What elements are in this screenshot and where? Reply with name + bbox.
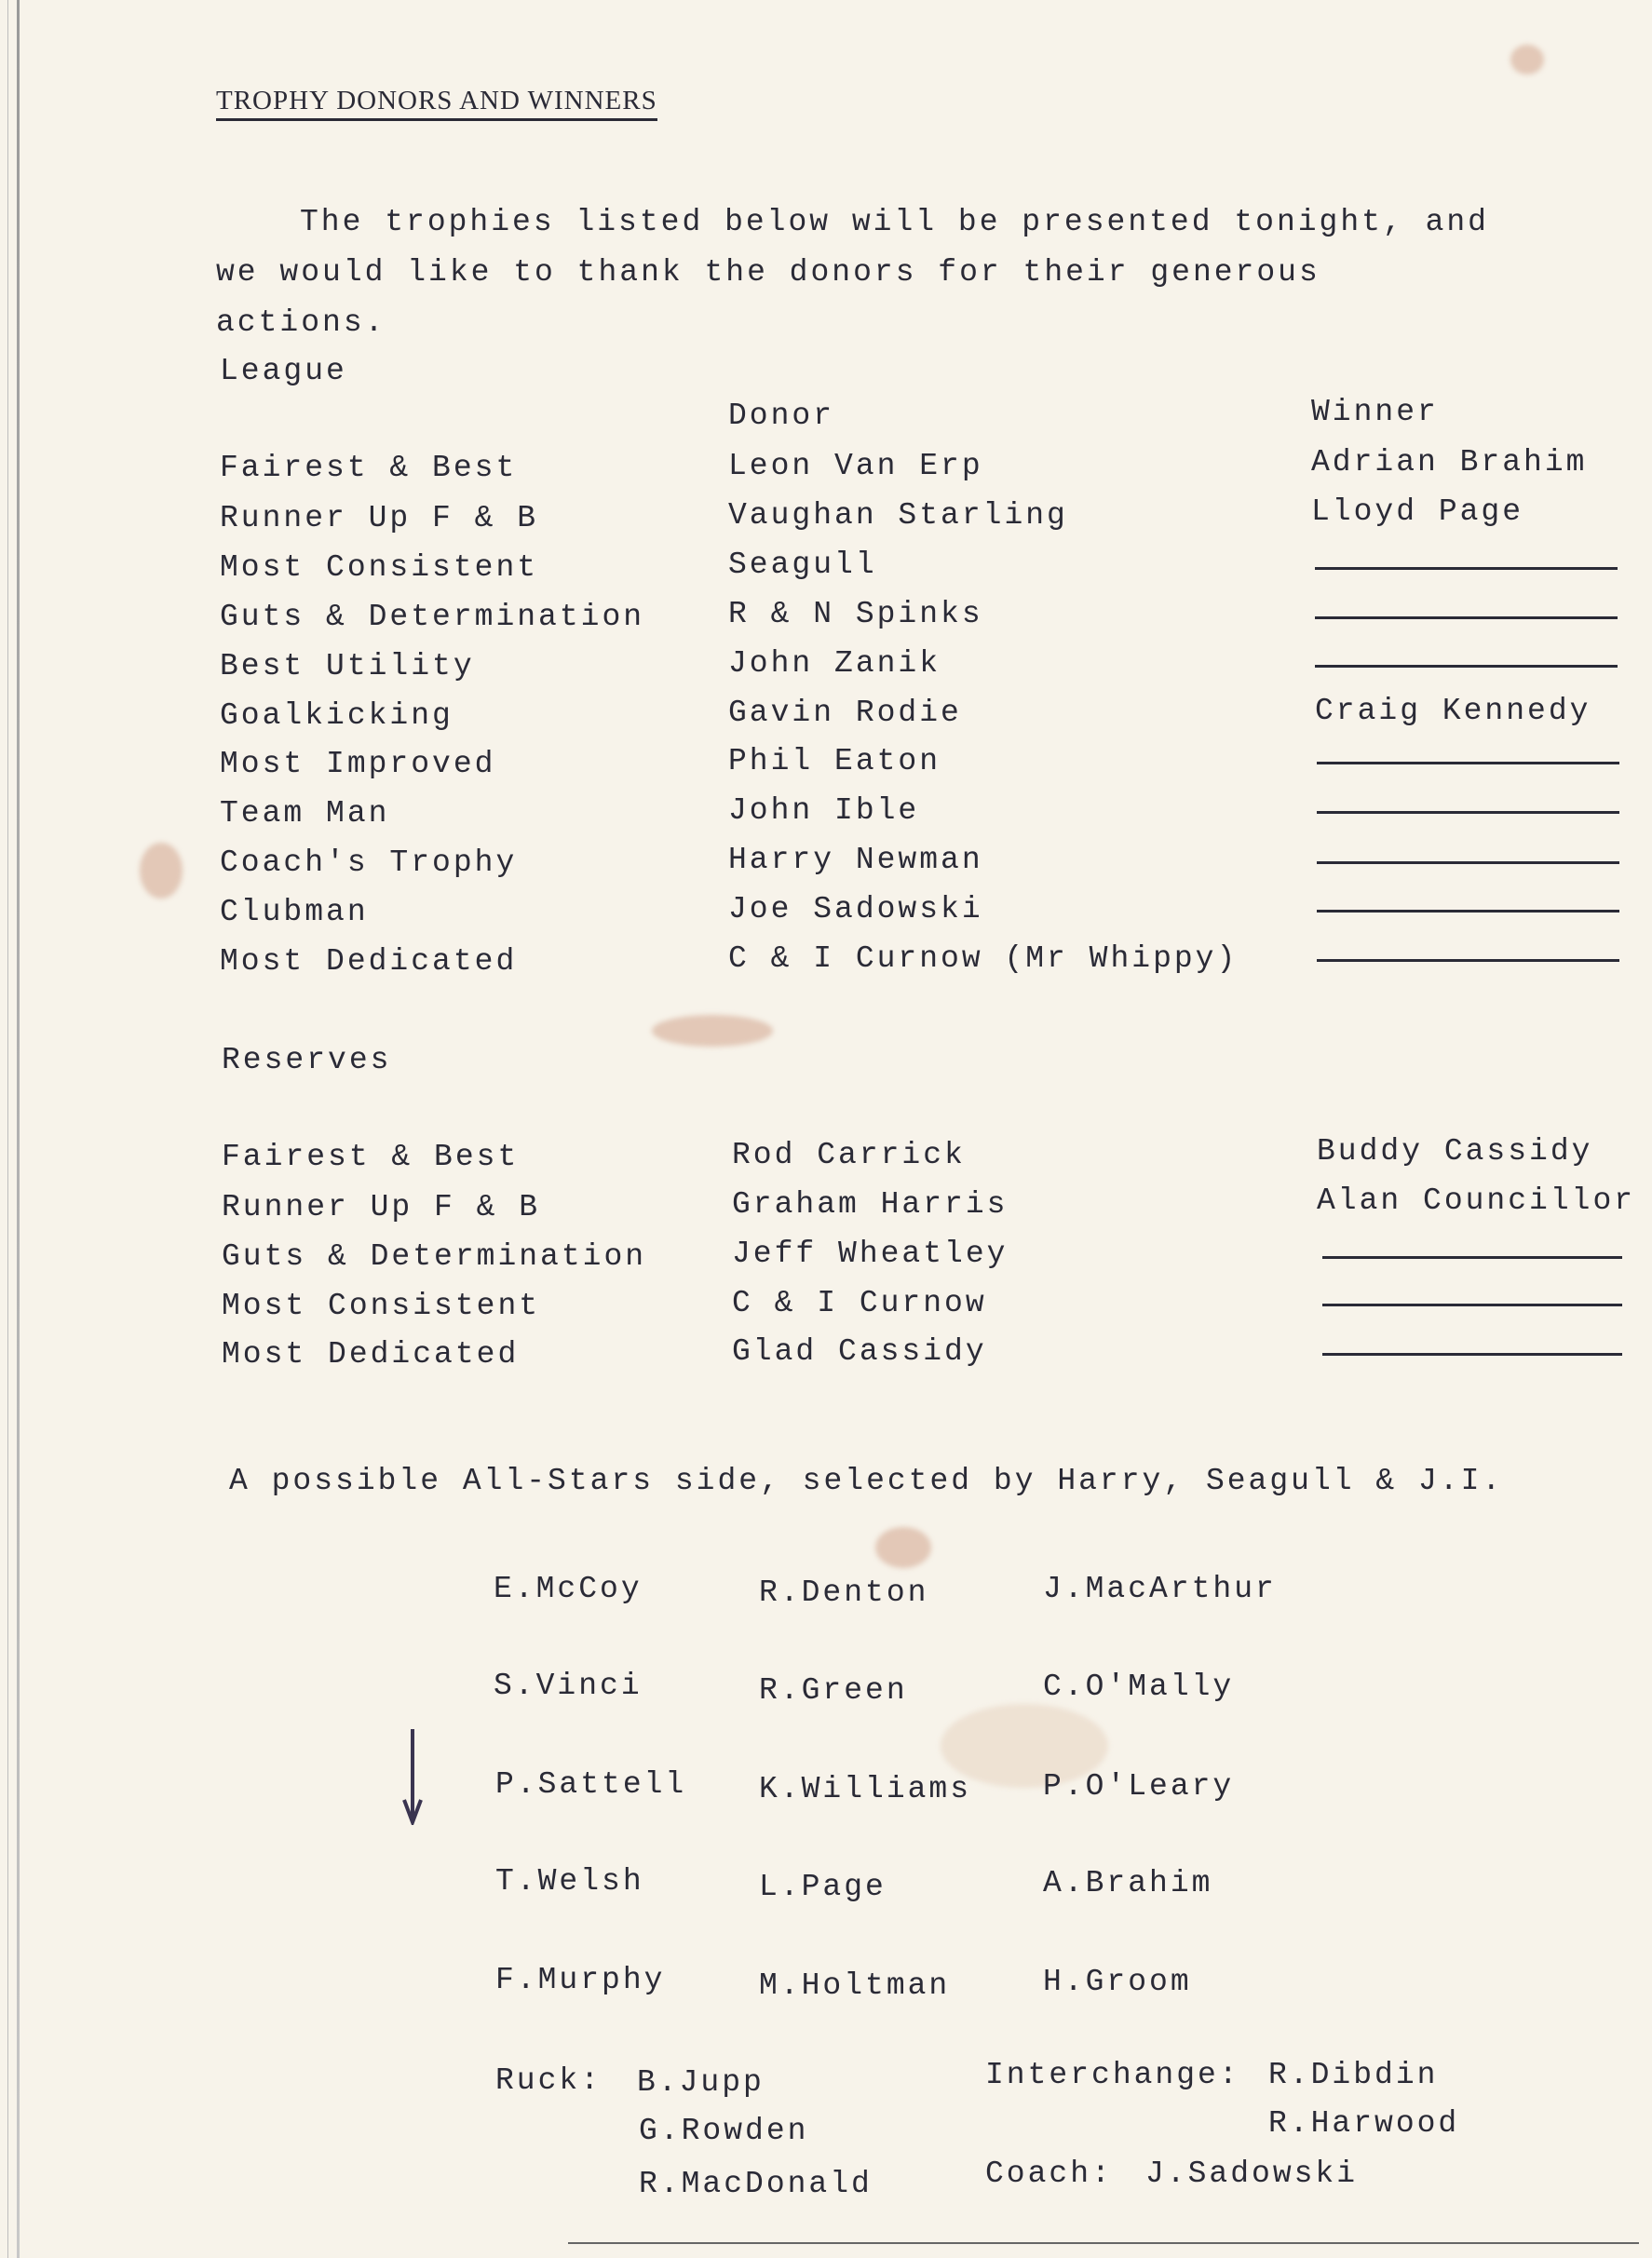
player-name: L.Page — [759, 1870, 887, 1904]
league-heading: League — [220, 354, 347, 388]
donor-name: Graham Harris — [732, 1187, 1009, 1222]
winner-blank-line — [1317, 762, 1619, 764]
winner-name: Buddy Cassidy — [1317, 1134, 1593, 1169]
donor-name: Glad Cassidy — [732, 1334, 987, 1369]
player-name: K.Williams — [759, 1772, 972, 1806]
award-name: Goalkicking — [220, 698, 454, 733]
winner-name: Adrian Brahim — [1311, 445, 1588, 480]
winner-blank-line — [1317, 910, 1619, 913]
player-name: R.Denton — [759, 1575, 929, 1610]
donor-name: Rod Carrick — [732, 1138, 966, 1172]
award-name: Guts & Determination — [220, 600, 645, 634]
award-name: Team Man — [220, 796, 390, 831]
award-name: Guts & Determination — [222, 1239, 647, 1274]
award-name: Coach's Trophy — [220, 845, 518, 880]
player-name: G.Rowden — [639, 2114, 809, 2148]
player-name: R.Green — [759, 1673, 908, 1708]
donor-name: Jeff Wheatley — [732, 1237, 1009, 1271]
winner-name: Alan Councillor — [1317, 1183, 1636, 1218]
page-edge-line — [7, 0, 8, 2258]
player-name: E.McCoy — [494, 1572, 643, 1606]
player-name: P.O'Leary — [1043, 1769, 1235, 1804]
donor-name: Harry Newman — [728, 843, 983, 877]
award-name: Most Consistent — [222, 1289, 541, 1323]
player-name: P.Sattell — [495, 1767, 687, 1802]
stain — [140, 843, 183, 899]
winner-name: Lloyd Page — [1311, 494, 1524, 529]
donor-header: Donor — [728, 399, 835, 433]
player-name: M.Holtman — [759, 1968, 951, 2003]
donor-name: Seagull — [728, 548, 877, 582]
winner-blank-line — [1315, 665, 1618, 668]
page-edge — [17, 0, 20, 2258]
award-name: Most Consistent — [220, 550, 539, 585]
award-name: Runner Up F & B — [222, 1190, 541, 1224]
player-name: C.O'Mally — [1043, 1670, 1235, 1704]
donor-name: R & N Spinks — [728, 597, 983, 631]
award-name: Most Dedicated — [220, 944, 518, 979]
intro-paragraph — [216, 197, 1501, 348]
ruck-label: Ruck: — [495, 2063, 603, 2098]
winner-header: Winner — [1311, 395, 1439, 429]
stain — [875, 1527, 931, 1568]
award-name: Best Utility — [220, 649, 475, 683]
intro-line-2: we would like to thank the donors for their generous actions. — [216, 255, 1320, 340]
donor-name: Joe Sadowski — [728, 892, 983, 926]
donor-name: C & I Curnow — [732, 1286, 987, 1320]
winner-blank-line — [1322, 1304, 1622, 1306]
arrow-down-icon — [402, 1727, 423, 1825]
reserves-heading: Reserves — [222, 1043, 392, 1077]
coach-label: Coach: — [985, 2157, 1113, 2191]
player-name: H.Groom — [1043, 1965, 1192, 1999]
bottom-rule — [568, 2242, 1639, 2244]
award-name: Fairest & Best — [222, 1140, 520, 1174]
donor-name: C & I Curnow (Mr Whippy) — [728, 941, 1239, 976]
donor-name: John Ible — [728, 793, 920, 828]
stain — [652, 1015, 773, 1047]
award-name: Clubman — [220, 895, 369, 929]
donor-name: Gavin Rodie — [728, 696, 962, 730]
page-title: TROPHY DONORS AND WINNERS — [216, 86, 657, 121]
player-name: R.MacDonald — [639, 2167, 873, 2201]
coach-name: J.Sadowski — [1145, 2157, 1359, 2191]
player-name: A.Brahim — [1043, 1866, 1213, 1900]
winner-blank-line — [1322, 1256, 1622, 1259]
allstars-heading: A possible All-Stars side, selected by Harry, Seagull & J.I. — [229, 1464, 1504, 1498]
player-name: F.Murphy — [495, 1963, 666, 1997]
winner-name: Craig Kennedy — [1315, 694, 1591, 728]
player-name: B.Jupp — [637, 2065, 765, 2100]
winner-blank-line — [1317, 959, 1619, 962]
player-name: R.Dibdin — [1268, 2058, 1439, 2092]
player-name: T.Welsh — [495, 1864, 644, 1899]
winner-blank-line — [1317, 811, 1619, 814]
stain — [1510, 45, 1544, 74]
interchange-label: Interchange: — [985, 2058, 1240, 2092]
award-name: Most Improved — [220, 747, 496, 781]
donor-name: John Zanik — [728, 646, 941, 681]
donor-name: Leon Van Erp — [728, 449, 983, 483]
donor-name: Phil Eaton — [728, 744, 941, 778]
award-name: Runner Up F & B — [220, 501, 539, 535]
award-name: Fairest & Best — [220, 451, 518, 485]
winner-blank-line — [1315, 567, 1618, 570]
intro-line-1: The trophies listed below will be presented tonight, and — [300, 205, 1489, 239]
award-name: Most Dedicated — [222, 1337, 520, 1372]
winner-blank-line — [1322, 1353, 1622, 1356]
donor-name: Vaughan Starling — [728, 498, 1068, 533]
player-name: R.Harwood — [1268, 2106, 1460, 2141]
winner-blank-line — [1317, 861, 1619, 864]
winner-blank-line — [1315, 616, 1618, 619]
player-name: S.Vinci — [494, 1669, 643, 1703]
player-name: J.MacArthur — [1043, 1572, 1277, 1606]
